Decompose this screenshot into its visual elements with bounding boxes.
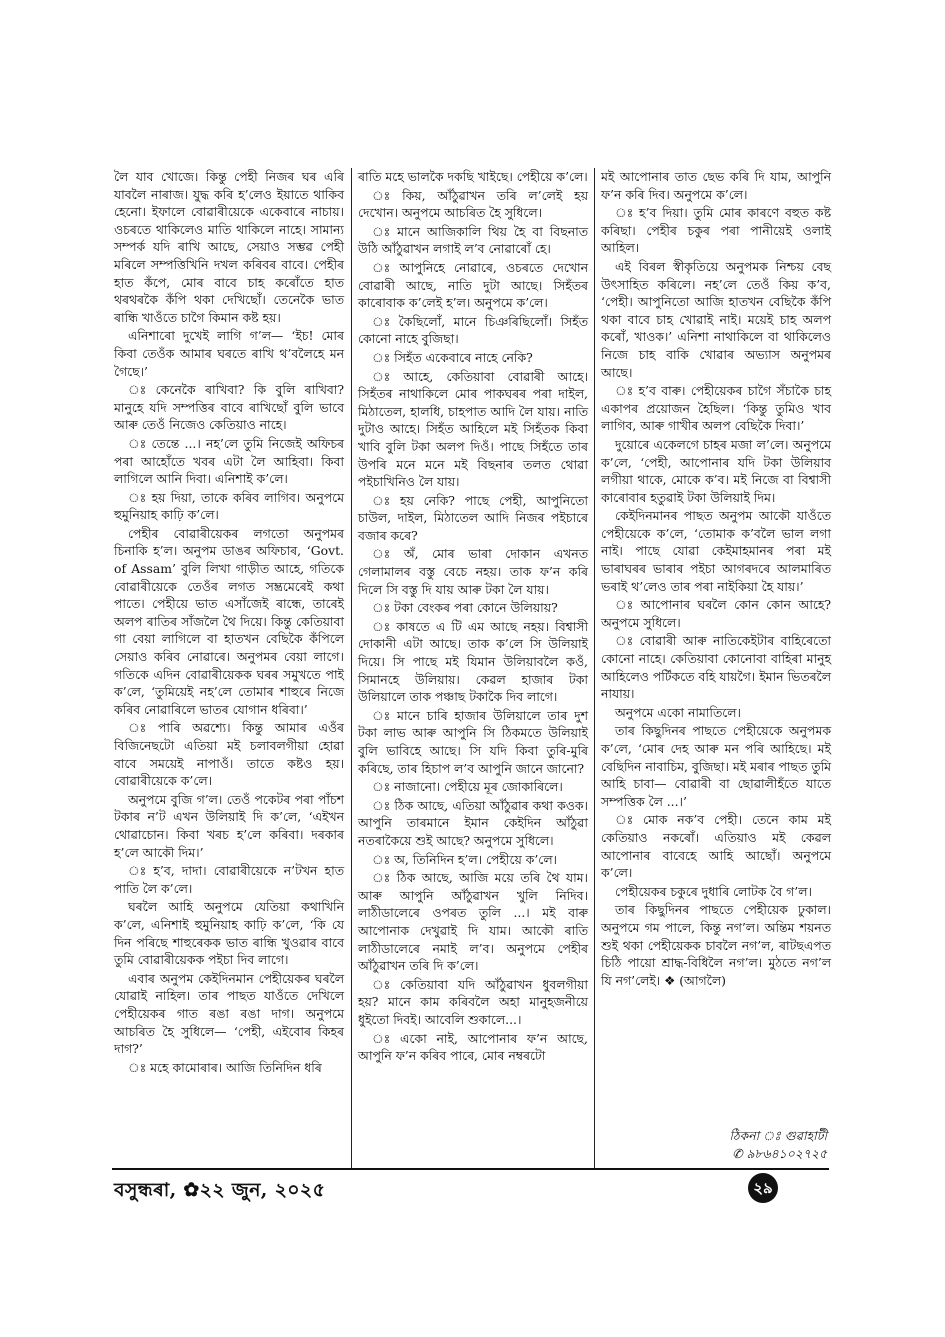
column-divider bbox=[351, 168, 352, 1168]
paragraph: ঃ কেনেকৈ ৰাখিবা? কি বুলি ৰাখিবা? মানুহে যদি সম্পত্তিৰ বাবে ৰাখিছোঁ বুলি ভাবে আৰু তেওঁ নিজেও কেতিয়াও নাহে। bbox=[114, 382, 344, 433]
paragraph: ঃ হ’ব দিয়া। তুমি মোৰ কাৰণে বহুত কষ্ট কৰিছা। পেহীৰ চকুৰ পৰা পানীয়েই ওলাই আহিল। bbox=[601, 205, 831, 256]
article-column-3 bbox=[601, 168, 831, 990]
article-column-1 bbox=[114, 168, 344, 1077]
paragraph: ঃ কিয়, আঁঠুৱাখন তৰি ল’লেই হয় দেখোন। অনুপমে আচৰিত হৈ সুধিলে। bbox=[358, 187, 588, 221]
paragraph: ঃ কৈছিলোঁ, মানে চিঞৰিছিলোঁ। সিহঁত কোনো নাহে বুজিছা। bbox=[358, 313, 588, 347]
paragraph: লৈ যাব খোজে। কিন্তু পেহী নিজৰ ঘৰ এৰি যাবলৈ নাৰাজ। যুদ্ধ কৰি হ’লেও ইয়াতে থাকিব হেনো। ইফালে বোৱাৰীয়েকে একেবাৰে নাচায়। ওচৰতে থাকিলেও মাতি থাকিলে নাহে। সামান্য সম্পৰ্ক যদি ৰাখি আছে, সেয়াও সম্ভৱ পেহী মৰিলে সম্পত্তিখিনি দখল কৰিবৰ বাবে। পেহীৰ হাত কঁপে, মোৰ বাবে চাহ কৰোঁতে হাত থৰথৰকৈ কঁপি থকা দেখিছোঁ। তেনেকৈ ভাত ৰান্ধি খাওঁতে চাগৈ কিমান কষ্ট হয়। bbox=[114, 169, 344, 325]
paragraph: অনুপমে একো নামাতিলে। bbox=[615, 704, 741, 720]
paragraph: ঃ হ’ব বাৰু। পেহীয়েকৰ চাগৈ সঁচাকৈ চাহ একাপৰ প্ৰয়োজন হৈছিল। ‘কিন্তু তুমিও খাব লাগিব, আৰু গাখীৰ অলপ বেছিকৈ দিবা।’ bbox=[601, 383, 831, 434]
paragraph: কেইদিনমানৰ পাছত অনুপম আকৌ যাওঁতে পেহীয়েকে ক’লে, ‘তোমাক ক’বলৈ ভাল লগা নাই। পাছে যোৱা কেইমাহমানৰ পৰা মই ভাৰাঘৰৰ ভাৰাৰ পইচা আগৰদৰে আলমাৰিত ভৰাই থ’লেও তাৰ পৰা নাইকিয়া হৈ যায়।’ bbox=[601, 508, 831, 594]
paragraph: ঃ কেতিয়াবা যদি আঁঠুৱাখন ধুবলগীয়া হয়? মানে কাম কৰিবলৈ অহা মানুহজনীয়ে ধুইতো দিবই। আবেলি শুকালে...। bbox=[358, 976, 588, 1027]
author-phone: ✆ ৯৮৬৪১০২৭২৫ bbox=[732, 1146, 827, 1161]
paragraph: ঃ একো নাই, আপোনাৰ ফ’ন আছে, আপুনি ফ’ন কৰিব পাৰে, মোৰ নম্বৰটো bbox=[358, 1030, 588, 1064]
paragraph: দুয়োৰে একেলগে চাহৰ মজা ল’লে। অনুপমে ক’লে, ‘পেহী, আপোনাৰ যদি টকা উলিয়াব লগীয়া থাকে, মোকে ক’ব। মই নিজে বা বিশ্বাসী কাৰোবাৰ হতুৱাই টকা উলিয়াই দিম। bbox=[601, 436, 831, 505]
paragraph: ঃ অ, তিনিদিন হ’ল। পেহীয়ে ক’লে। bbox=[372, 851, 557, 867]
paragraph: ঃ কাষতে এ টি এম আছে নহয়। বিশ্বাসী দোকানী এটা আছে। তাক ক’লে সি উলিয়াই দিয়ে। সি পাছে মই যিমান উলিয়াবলৈ কওঁ, সিমানহে উলিয়ায়। কেৱল হাজাৰ টকা উলিয়ালে তাক পঞ্চাছ টকাকৈ দিব লাগে। bbox=[358, 618, 588, 705]
paragraph: ঃ আপুনিহে নোৱাৰে, ওচৰতে দেখোন বোৱাৰী আছে, নাতি দুটা আছে। সিহঁতৰ কাৰোবাক ক’লেই হ’ল। অনুপমে ক’লে। bbox=[358, 259, 588, 311]
paragraph: তাৰ কিছুদিনৰ পাছতে পেহীয়েকে অনুপমক ক’লে, ‘মোৰ দেহ আৰু মন পৰি আহিছে। মই বেছিদিন নাবাচিম, বুজিছা। মই মৰাৰ পাছত তুমি আহি চাবা— বোৱাৰী বা ছোৱালীহঁতে যাতে সম্পত্তিক লৈ ...।’ bbox=[601, 723, 831, 809]
paragraph: ঃ আহে, কেতিয়াবা বোৱাৰী আহে। সিহঁতৰ নাথাকিলে মোৰ পাকঘৰৰ পৰা দাইল, মিঠাতেল, হালধি, চাহপাত আদি লৈ যায়। নাতি দুটাও আহে। সিহঁত আহিলে মই সিহঁতক কিবা খাবি বুলি টকা অলপ দিওঁ। পাছে সিহঁতে তাৰ উপৰি মনে মনে মই বিছনাৰ তলত থোৱা পইচাখিনিও লৈ যায়। bbox=[358, 368, 588, 490]
paragraph: ঃ হয় দিয়া, তাকে কৰিব লাগিব। অনুপমে হুমুনিয়াহ কাঢ়ি ক’লে। bbox=[114, 489, 344, 523]
paragraph: ঃ মানে চাৰি হাজাৰ উলিয়ালে তাৰ দুশ টকা লাভ আৰু আপুনি সি ঠিকমতে উলিয়াই বুলি ভাবিহে আছে। সি যদি কিবা তুৰি-মুৰি কৰিছে, তাৰ হিচাপ ল’ব আপুনি জানে জানো? bbox=[358, 707, 588, 776]
continued-marker: ❖ (আগলৈ) bbox=[664, 972, 726, 988]
paragraph: এবাৰ অনুপম কেইদিনমান পেহীয়েকৰ ঘৰলৈ যোৱাই নাহিল। তাৰ পাছত যাওঁতে দেখিলে পেহীয়েকৰ গাত ৰঙা ৰঙা দাগ। অনুপমে আচৰিত হৈ সুধিলে— ‘পেহী, এইবোৰ কিহৰ দাগ?’ bbox=[114, 970, 344, 1057]
paragraph: ঃ মানে আজিকালি থিয় হৈ বা বিছনাত উঠি আঁঠুৱাখন লগাই ল’ব নোৱাৰোঁ হে। bbox=[358, 223, 588, 257]
paragraph: ঃ মহে কামোৰাৰ। আজি তিনিদিন ধৰি bbox=[128, 1059, 322, 1075]
paragraph bbox=[601, 901, 831, 989]
paragraph: এনিশাৰো দুখেই লাগি গ’ল— ‘ইচ! মোৰ কিবা তেওঁক আমাৰ ঘৰতে ৰাখি থ’বলৈহে মন গৈছে।’ bbox=[114, 328, 344, 379]
paragraph: ঃ টকা বেংকৰ পৰা কোনে উলিয়ায়? bbox=[372, 600, 558, 616]
paragraph: পেহীয়েকৰ চকুৰে দুধাৰি লোটক বৈ গ’ল। bbox=[615, 883, 812, 899]
column-divider bbox=[594, 168, 595, 1168]
footer-rule bbox=[112, 1168, 829, 1170]
paragraph: ঃ তেন্তে ...। নহ’লে তুমি নিজেই অফিচৰ পৰা আহোঁতে খবৰ এটা লৈ আহিবা। কিবা লাগিলে আনি দিবা। এনিশাই ক’লে। bbox=[114, 435, 344, 487]
paragraph: অনুপমে বুজি গ’ল। তেওঁ পকেটৰ পৰা পাঁচশ টকাৰ ন’ট এখন উলিয়াই দি ক’লে, ‘এইখন থোৱাচোন। কিবা খৰচ হ’লে কৰিবা। দৰকাৰ হ’লে আকৌ দিম।’ bbox=[114, 791, 344, 860]
paragraph: ঃ মোক নক’ব পেহী। তেনে কাম মই কেতিয়াও নকৰোঁ। এতিয়াও মই কেৱল আপোনাৰ বাবেহে আহি আছোঁ। অনুপমে ক’লে। bbox=[601, 812, 831, 881]
paragraph: ঃ ঠিক আছে, এতিয়া আঁঠুৱাৰ কথা কওক। আপুনি তাৰমানে ইমান কেইদিন আঁঠুৱা নতৰাকৈয়ে শুই আছে? অনুপমে সুধিলে। bbox=[358, 797, 588, 848]
paragraph: ঘৰলৈ আহি অনুপমে যেতিয়া কথাখিনি ক’লে, এনিশাই হুমুনিয়াহ কাঢ়ি ক’লে, ‘কি যে দিন পৰিছে শাহুৰেকক ভাত ৰান্ধি খুওৱাৰ বাবে তুমি বোৱাৰীয়েকক পইচা দিব লাগে। bbox=[114, 899, 344, 968]
paragraph: ঃ হয় নেকি? পাছে পেহী, আপুনিতো চাউল, দাইল, মিঠাতেল আদি নিজৰ পইচাৰে বজাৰ কৰে? bbox=[358, 492, 588, 543]
paragraph: ঃ অঁ, মোৰ ভাৰা দোকান এখনত গেলামালৰ বস্তু বেচে নহয়। তাক ফ’ন কৰি দিলে সি বস্তু দি যায় আৰু টকা লৈ যায়। bbox=[358, 546, 588, 597]
paragraph: ঃ বোৱাৰী আৰু নাতিকেইটাৰ বাহিৰেতো কোনো নাহে। কেতিয়াবা কোনোবা বাহিৰা মানুহ আহিলেও পৰ্টিকতে বহি যায়গৈ। ইমান ভিতৰলৈ নাযায়। bbox=[601, 633, 831, 702]
paragraph: ঃ সিহঁত একেবাৰে নাহে নেকি? bbox=[372, 349, 533, 365]
paragraph: পেহীৰ বোৱাৰীয়েকৰ লগতো অনুপমৰ চিনাকি হ’ল। অনুপম ডাঙৰ অফিচাৰ, ‘Govt. of Assam’ বুলি লিখা গাড়ীত আহে, গতিকে বোৱাৰীয়েকে তেওঁৰ লগত সম্ভ্ৰমেৰেই কথা পাতে। পেহীয়ে ভাত এসাঁজেই ৰান্ধে, তাৰেই অলপ ৰাতিৰ সাঁজলৈ থৈ দিয়ে। কিন্তু কেতিয়াবা গা বেয়া লাগিলে বা হাতখন বেছিকৈ কঁপিলে সেয়াও কৰিব নোৱাৰে। অনুপমৰ বেয়া লাগে। গতিকে এদিন বোৱাৰীয়েকক ঘৰৰ সমুখতে পাই ক’লে, ‘তুমিয়েই নহ’লে তোমাৰ শাহুৰে নিজে কৰিব নোৱাৰিলে ভাতৰ যোগান ধৰিবা।’ bbox=[114, 525, 344, 717]
paragraph: ঃ পাৰি অৱশ্যে। কিন্তু আমাৰ এওঁৰ বিজিনেছটো এতিয়া মই চলাবলগীয়া হোৱা বাবে সময়েই নাপাওঁ। তাতে কষ্টও হয়। বোৱাৰীয়েকে ক’লে। bbox=[114, 720, 344, 789]
footer-magazine-date: বসুন্ধৰা, ✿২২ জুন, ২০২৫ bbox=[114, 1179, 326, 1201]
paragraph: মই আপোনাৰ তাত ছেভ কৰি দি যাম, আপুনি ফ’ন কৰি দিব। অনুপমে ক’লে। bbox=[601, 169, 831, 202]
page-number-badge: ২৯ bbox=[748, 1173, 778, 1203]
paragraph: ঃ আপোনাৰ ঘৰলৈ কোন কোন আহে? অনুপমে সুধিলে। bbox=[601, 597, 831, 630]
paragraph: ৰাতি মহে ভালকৈ দকছি খাইছে। পেহীয়ে ক’লে। bbox=[358, 169, 588, 184]
paragraph: ঃ নাজানো। পেহীয়ে মূৰ জোকাৰিলে। bbox=[372, 779, 563, 795]
paragraph: এই বিৰল স্বীকৃতিয়ে অনুপমক নিশ্চয় বেছ উৎসাহিত কৰিলে। নহ’লে তেওঁ কিয় ক’ব, ‘পেহী। আপুনিতো আজি হাতখন বেছিকৈ কঁপি থকা বাবে চাহ খোৱাই নাই। ময়েই চাহ অলপ কৰোঁ, খাওক।’ এনিশা নাথাকিলে বা থাকিলেও নিজে চাহ বাকি খোৱাৰ অভ্যাস অনুপমৰ আছে। bbox=[601, 258, 831, 380]
paragraph: ঃ ঠিক আছে, আজি ময়ে তৰি থৈ যাম। আৰু আপুনি আঁঠুৱাখন খুলি নিদিব। লাঠীডালেৰে ওপৰত তুলি ...। মই বাৰু আপোনাক দেখুৱাই দি যাম। আকৌ ৰাতি লাঠীডালেৰে নমাই ল’ব। অনুপমে পেহীৰ আঁঠুৱাখন তৰি দি ক’লে। bbox=[358, 870, 588, 974]
author-signoff bbox=[729, 1127, 827, 1163]
paragraph-text: তাৰ কিছুদিনৰ পাছতে পেহীয়েক ঢুকাল। অনুপমে গম পালে, কিন্তু নগ’ল। অন্তিম শয়নত শুই থকা পেহীয়েকক চাবলৈ নগ’ল, ৰাটছএপত চিঠি পায়ো শ্ৰাদ্ধ-বিধিলৈ নগ’ল। মুঠতে নগ’ল যি নগ’লেই। bbox=[601, 902, 831, 988]
article-column-2 bbox=[358, 168, 588, 1066]
author-address: ঠিকনা ঃ গুৱাহাটী bbox=[729, 1128, 827, 1143]
paragraph: ঃ হ’ব, দাদা। বোৱাৰীয়েকে ন’টখন হাত পাতি লৈ ক’লে। bbox=[114, 863, 344, 896]
